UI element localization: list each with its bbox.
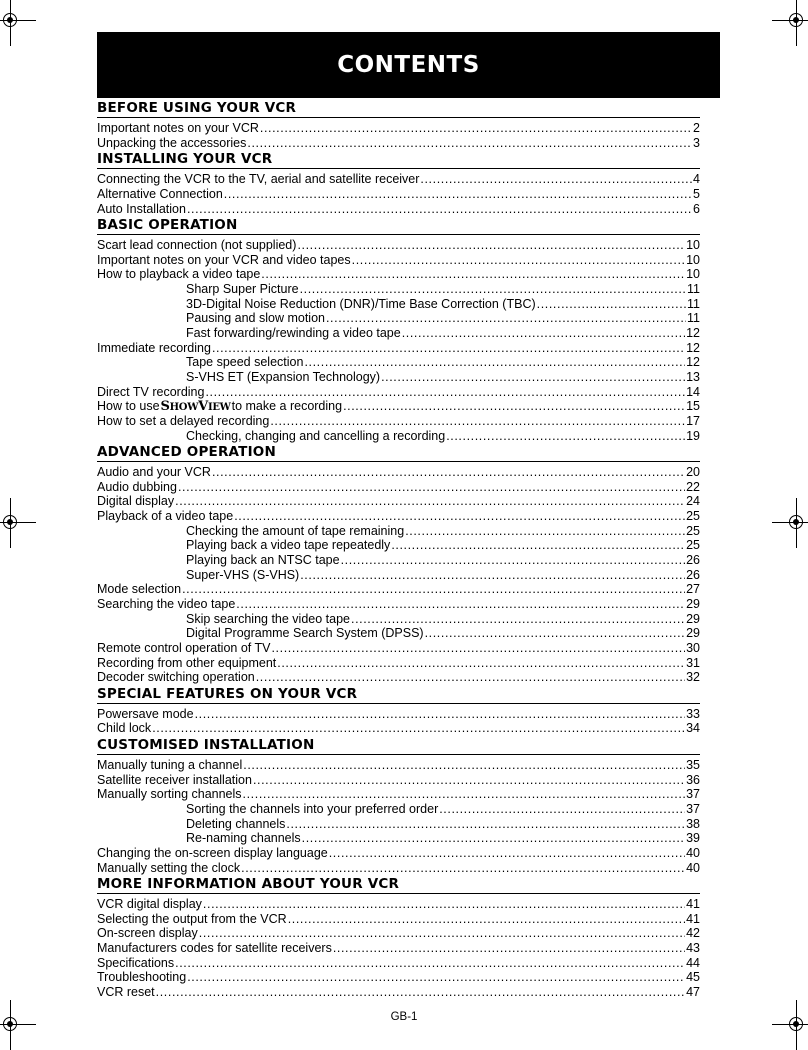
dot-leader <box>271 641 685 656</box>
dot-leader <box>156 985 685 1000</box>
dot-leader <box>333 941 685 956</box>
toc-subentry <box>97 311 700 326</box>
entry-list <box>97 118 700 150</box>
dot-leader <box>236 597 685 612</box>
entry-page-number: 6 <box>693 201 700 216</box>
dot-leader <box>212 341 685 356</box>
toc-entry <box>97 787 700 802</box>
section-heading: CUSTOMISED INSTALLATION <box>97 736 700 755</box>
dot-leader <box>205 385 685 400</box>
entry-label: Digital display <box>97 494 175 509</box>
toc-subentry <box>97 524 700 539</box>
entry-label: Manually sorting channels <box>97 787 242 802</box>
dot-leader <box>241 861 685 876</box>
entry-label: Child lock <box>97 721 152 736</box>
toc-section <box>97 216 700 443</box>
entry-label: How to playback a video tape <box>97 267 261 282</box>
toc-subentry <box>97 429 700 444</box>
toc-subentry <box>97 612 700 627</box>
entry-page-number: 13 <box>686 369 700 384</box>
entry-page-number: 10 <box>686 252 700 267</box>
entry-label: Pausing and slow motion <box>186 311 325 326</box>
toc-entry <box>97 121 700 136</box>
entry-page-number: 41 <box>686 897 700 912</box>
dot-leader <box>175 494 685 509</box>
dot-leader <box>341 553 686 568</box>
entry-page-number: 12 <box>686 326 700 341</box>
entry-label: Auto Installation <box>97 201 186 216</box>
entry-page-number: 10 <box>686 238 700 253</box>
toc-subentry <box>97 355 700 370</box>
entry-label: Playing back an NTSC tape <box>186 553 340 568</box>
toc-entry <box>97 912 700 927</box>
entry-label: Powersave mode <box>97 706 194 721</box>
dot-leader <box>420 172 692 187</box>
toc-entry <box>97 707 700 722</box>
toc-entry <box>97 172 700 187</box>
entry-page-number: 39 <box>686 831 700 846</box>
toc-section <box>97 150 700 216</box>
registration-mark-icon <box>786 1014 808 1036</box>
entry-page-number: 2 <box>693 121 700 135</box>
entry-page-number: 25 <box>686 523 700 538</box>
section-heading: BASIC OPERATION <box>97 216 700 235</box>
dot-leader <box>224 187 692 202</box>
dot-leader <box>270 414 685 429</box>
toc-entry <box>97 341 700 356</box>
toc-entry <box>97 465 700 480</box>
toc-subentry <box>97 297 700 312</box>
entry-page-number: 24 <box>686 494 700 509</box>
entry-label: Re-naming channels <box>186 831 301 846</box>
dot-leader <box>178 480 685 495</box>
dot-leader <box>343 399 685 414</box>
toc-subentry <box>97 553 700 568</box>
entry-page-number: 22 <box>686 479 700 494</box>
entry-list <box>97 894 700 999</box>
entry-list <box>97 169 700 216</box>
entry-label: Super-VHS (S-VHS) <box>186 567 300 582</box>
dot-leader <box>203 897 685 912</box>
toc-subentry <box>97 282 700 297</box>
toc-entry <box>97 238 700 253</box>
entry-label: Selecting the output from the VCR <box>97 911 287 926</box>
page-number: GB-1 <box>390 1011 418 1023</box>
entry-page-number: 36 <box>686 772 700 787</box>
entry-label: Manually setting the clock <box>97 860 241 875</box>
dot-leader <box>234 509 685 524</box>
section-heading: ADVANCED OPERATION <box>97 443 700 462</box>
entry-page-number: 3 <box>693 135 700 150</box>
entry-page-number: 37 <box>686 801 700 816</box>
entry-label: Fast forwarding/rewinding a video tape <box>186 326 401 341</box>
dot-leader <box>405 524 685 539</box>
showview-logo: SHOWVIEW <box>160 399 231 415</box>
dot-leader <box>352 253 685 268</box>
entry-page-number: 44 <box>686 955 700 970</box>
dot-leader <box>329 846 685 861</box>
entry-label: VCR digital display <box>97 897 202 912</box>
entry-label: Playback of a video tape <box>97 509 234 524</box>
entry-page-number: 29 <box>686 626 700 641</box>
dot-leader <box>402 326 685 341</box>
entry-label: Alternative Connection <box>97 186 223 201</box>
dot-leader <box>326 311 686 326</box>
toc-entry <box>97 670 700 685</box>
entry-page-number: 20 <box>686 465 700 480</box>
dot-leader <box>175 956 685 971</box>
entry-page-number: 19 <box>686 428 700 443</box>
entry-page-number: 11 <box>687 296 700 311</box>
toc-entry <box>97 582 700 597</box>
dot-leader <box>297 238 685 253</box>
dot-leader <box>253 773 685 788</box>
toc-entry <box>97 656 700 671</box>
entry-list <box>97 462 700 685</box>
dot-leader <box>300 282 686 297</box>
entry-label-continued: to make a recording <box>231 399 343 414</box>
entry-page-number: 32 <box>686 670 700 685</box>
toc-subentry <box>97 831 700 846</box>
toc-subentry <box>97 817 700 832</box>
dot-leader <box>537 297 686 312</box>
toc-entry <box>97 267 700 282</box>
toc-entry <box>97 758 700 773</box>
toc-entry <box>97 385 700 400</box>
entry-label: Checking the amount of tape remaining <box>186 523 405 538</box>
entry-label: VCR reset <box>97 985 155 1000</box>
entry-page-number: 26 <box>686 553 700 568</box>
entry-label: Manufacturers codes for satellite receivers <box>97 941 332 956</box>
toc-entry <box>97 253 700 268</box>
entry-label: Immediate recording <box>97 340 211 355</box>
toc-entry <box>97 136 700 151</box>
dot-leader <box>212 465 685 480</box>
entry-label: Connecting the VCR to the TV, aerial and satellite receiver <box>97 172 420 187</box>
toc-entry <box>97 861 700 876</box>
page-title: CONTENTS <box>97 32 720 98</box>
entry-page-number: 42 <box>686 926 700 941</box>
entry-page-number: 11 <box>687 311 700 326</box>
entry-page-number: 17 <box>686 413 700 428</box>
dot-leader <box>243 787 686 802</box>
toc-entry <box>97 187 700 202</box>
entry-label: Manually tuning a channel <box>97 758 243 773</box>
section-heading: MORE INFORMATION ABOUT YOUR VCR <box>97 875 700 894</box>
toc-entry <box>97 509 700 524</box>
toc-entry <box>97 399 700 414</box>
entry-page-number: 33 <box>686 706 700 721</box>
entry-page-number: 5 <box>693 186 700 201</box>
entry-label: Deleting channels <box>186 816 286 831</box>
entry-label: Recording from other equipment <box>97 655 277 670</box>
toc-section <box>97 875 700 999</box>
dot-leader <box>391 538 685 553</box>
entry-page-number: 37 <box>686 787 700 802</box>
entry-page-number: 40 <box>686 860 700 875</box>
entry-label: Decoder switching operation <box>97 670 255 685</box>
entry-label: Remote control operation of TV <box>97 640 271 655</box>
toc-subentry <box>97 326 700 341</box>
entry-label: Important notes on your VCR and video tapes <box>97 252 351 267</box>
entry-label: Skip searching the video tape <box>186 611 350 626</box>
dot-leader <box>351 612 685 627</box>
registration-mark-icon <box>0 10 22 32</box>
entry-label: On-screen display <box>97 926 198 941</box>
entry-page-number: 43 <box>686 941 700 956</box>
entry-label: Searching the video tape <box>97 596 236 611</box>
section-heading: SPECIAL FEATURES ON YOUR VCR <box>97 685 700 704</box>
entry-page-number: 15 <box>686 399 700 414</box>
entry-page-number: 29 <box>686 596 700 611</box>
toc-entry <box>97 926 700 941</box>
toc-entry <box>97 414 700 429</box>
dot-leader <box>277 656 685 671</box>
toc-entry <box>97 480 700 495</box>
entry-label: How to use <box>97 399 160 414</box>
entry-list <box>97 704 700 736</box>
entry-page-number: 10 <box>686 267 700 282</box>
entry-page-number: 11 <box>687 282 700 297</box>
dot-leader <box>425 626 686 641</box>
entry-label: Sharp Super Picture <box>186 282 299 297</box>
entry-label: Checking, changing and cancelling a recording <box>186 428 446 443</box>
entry-page-number: 26 <box>686 567 700 582</box>
dot-leader <box>286 817 685 832</box>
entry-page-number: 35 <box>686 758 700 773</box>
toc-entry <box>97 494 700 509</box>
toc-entry <box>97 970 700 985</box>
toc-entry <box>97 202 700 217</box>
toc-section <box>97 685 700 736</box>
toc-entry <box>97 721 700 736</box>
entry-label: How to set a delayed recording <box>97 413 270 428</box>
entry-list <box>97 235 700 443</box>
toc-entry <box>97 773 700 788</box>
dot-leader <box>199 926 685 941</box>
section-heading: INSTALLING YOUR VCR <box>97 150 700 169</box>
registration-mark-icon <box>786 10 808 32</box>
dot-leader <box>152 721 685 736</box>
toc-subentry <box>97 568 700 583</box>
entry-label: Scart lead connection (not supplied) <box>97 238 297 253</box>
dot-leader <box>247 136 692 151</box>
section-heading: BEFORE USING YOUR VCR <box>97 99 700 118</box>
dot-leader <box>439 802 685 817</box>
dot-leader <box>243 758 685 773</box>
entry-label: Tape speed selection <box>186 355 304 370</box>
entry-label: Satellite receiver installation <box>97 772 252 787</box>
dot-leader <box>260 121 692 136</box>
entry-page-number: 14 <box>686 384 700 399</box>
registration-mark-icon <box>0 512 22 534</box>
entry-page-number: 4 <box>693 172 700 187</box>
entry-label: S-VHS ET (Expansion Technology) <box>186 369 381 384</box>
entry-label: Changing the on-screen display language <box>97 845 328 860</box>
entry-page-number: 29 <box>686 611 700 626</box>
dot-leader <box>446 429 685 444</box>
toc-entry <box>97 956 700 971</box>
entry-label: Audio and your VCR <box>97 465 211 480</box>
entry-page-number: 40 <box>686 845 700 860</box>
dot-leader <box>302 831 685 846</box>
toc-section <box>97 736 700 875</box>
entry-page-number: 41 <box>686 911 700 926</box>
entry-list <box>97 755 700 875</box>
toc-section <box>97 99 700 150</box>
toc-entry <box>97 846 700 861</box>
entry-page-number: 31 <box>686 655 700 670</box>
dot-leader <box>256 670 685 685</box>
toc-subentry <box>97 538 700 553</box>
toc-subentry <box>97 802 700 817</box>
entry-page-number: 45 <box>686 970 700 985</box>
toc-entry <box>97 897 700 912</box>
dot-leader <box>288 912 685 927</box>
entry-label: Unpacking the accessories <box>97 135 247 150</box>
dot-leader <box>304 355 685 370</box>
dot-leader <box>182 582 685 597</box>
entry-page-number: 25 <box>686 538 700 553</box>
entry-label: Direct TV recording <box>97 384 205 399</box>
entry-page-number: 38 <box>686 816 700 831</box>
entry-page-number: 12 <box>686 355 700 370</box>
toc-entry <box>97 597 700 612</box>
registration-mark-icon <box>786 512 808 534</box>
entry-label: Specifications <box>97 955 175 970</box>
dot-leader <box>187 970 685 985</box>
entry-page-number: 27 <box>686 582 700 597</box>
entry-label: Sorting the channels into your preferred order <box>186 801 439 816</box>
dot-leader <box>381 370 685 385</box>
registration-mark-icon <box>0 1014 22 1036</box>
toc-entry <box>97 985 700 1000</box>
dot-leader <box>187 202 692 217</box>
entry-page-number: 25 <box>686 509 700 524</box>
entry-page-number: 30 <box>686 640 700 655</box>
toc-subentry <box>97 626 700 641</box>
toc-entry <box>97 941 700 956</box>
toc-entry <box>97 641 700 656</box>
entry-label: Important notes on your VCR <box>97 121 259 135</box>
entry-label: Troubleshooting <box>97 970 187 985</box>
entry-label: Playing back a video tape repeatedly <box>186 538 391 553</box>
dot-leader <box>300 568 685 583</box>
dot-leader <box>261 267 685 282</box>
entry-page-number: 47 <box>686 985 700 1000</box>
entry-label: Audio dubbing <box>97 479 177 494</box>
entry-page-number: 12 <box>686 340 700 355</box>
entry-label: Digital Programme Search System (DPSS) <box>186 626 424 641</box>
table-of-contents <box>97 99 700 1000</box>
entry-label: 3D-Digital Noise Reduction (DNR)/Time Base Correction (TBC) <box>186 296 536 311</box>
toc-subentry <box>97 370 700 385</box>
dot-leader <box>195 707 686 722</box>
entry-label: Mode selection <box>97 582 182 597</box>
toc-section <box>97 443 700 685</box>
entry-page-number: 34 <box>686 721 700 736</box>
